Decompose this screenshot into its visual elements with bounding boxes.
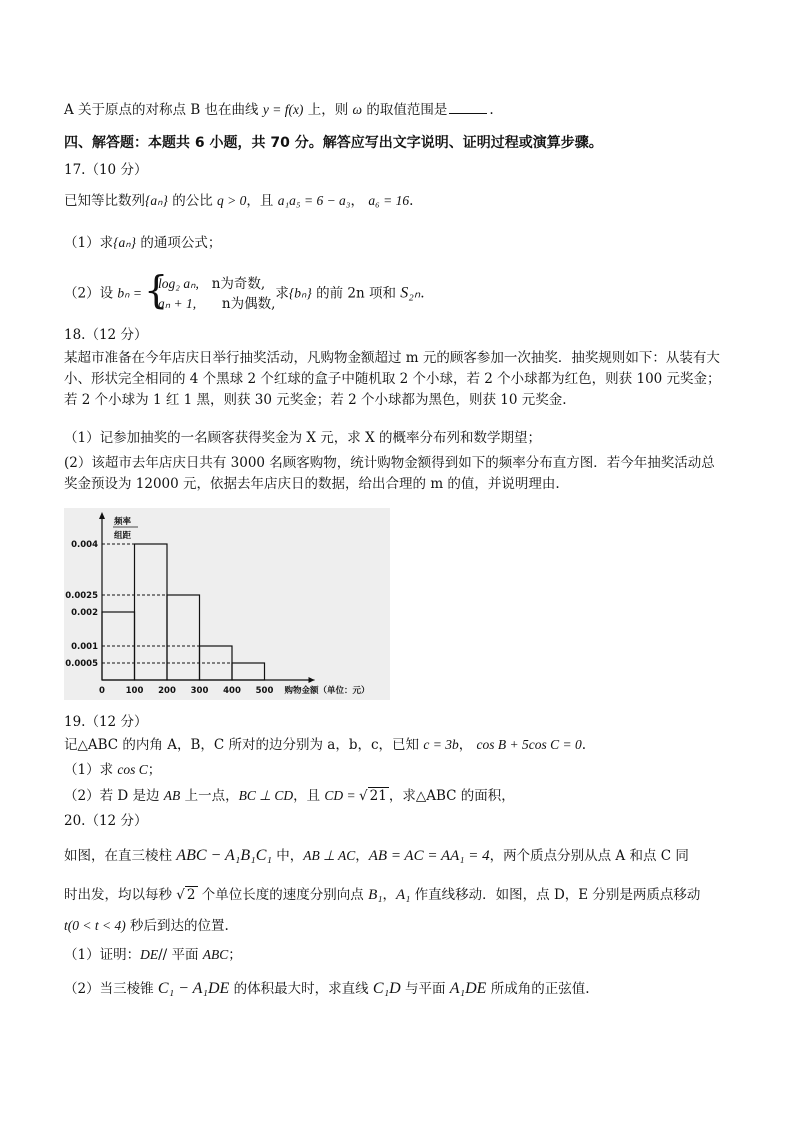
q18-part1: （1）记参加抽奖的一名顾客获得奖金为 X 元，求 X 的概率分布列和数学期望； <box>64 430 541 446</box>
segment-de: DE <box>140 947 159 962</box>
text: . <box>581 737 587 753</box>
intro-text: A 关于原点的对称点 B 也在曲线 <box>64 102 263 118</box>
cos-c: cos C <box>117 762 148 777</box>
text: 与平面 <box>400 981 450 997</box>
q19-part2 <box>64 786 515 806</box>
text: （2）当三棱锥 <box>64 981 158 997</box>
x-tick-label: 500 <box>255 686 274 696</box>
point-b1: B₁ <box>368 887 383 903</box>
q17-part1 <box>64 233 221 253</box>
q18-header: 18.（12 分） <box>64 327 148 343</box>
case-expr: aₙ + 1, <box>158 296 197 311</box>
text: ； <box>147 762 162 778</box>
y-axis-arrow <box>99 512 105 519</box>
plane-abc: ABC <box>202 947 229 962</box>
text: 时出发，均以每秒 <box>64 887 177 903</box>
equation-2: cos B + 5cos C = 0 <box>476 737 582 752</box>
histogram-svg <box>64 508 390 700</box>
text: 求 <box>275 285 289 302</box>
text: 的体积最大时，求直线 <box>229 981 373 997</box>
ratio-condition: q > 0 <box>217 193 247 208</box>
q20-part2 <box>64 979 590 999</box>
q17-part2 <box>64 274 425 314</box>
text: ， <box>350 193 369 209</box>
text: // 平面 <box>158 947 203 963</box>
sqrt-radicand: 2 <box>186 887 196 903</box>
q17-header: 17.（10 分） <box>64 162 148 178</box>
histogram-bar <box>232 663 265 680</box>
intro-text: 的取值范围是 <box>362 102 448 118</box>
time-range: t(0 < t < 4) <box>64 918 126 933</box>
x-tick-label: 0 <box>99 686 105 696</box>
tetrahedron: C₁ − A₁DE <box>157 980 230 997</box>
sqrt-sign: √ <box>176 887 185 903</box>
q17-stem <box>64 191 413 211</box>
q20-stem-line1 <box>64 846 689 866</box>
sequence-b: {bₙ} <box>288 285 312 301</box>
line-c1d: C₁D <box>372 980 401 997</box>
intro-text: . <box>489 102 494 118</box>
perpendicular: BC ⊥ CD <box>238 788 294 803</box>
piecewise-cases <box>146 274 275 314</box>
case-cond: n为偶数, <box>221 296 276 312</box>
sequence-a: {aₙ} <box>145 193 168 208</box>
y-tick-label: 0.002 <box>71 608 98 618</box>
text: 的公比 <box>167 193 218 209</box>
histogram-bars <box>102 544 265 680</box>
sum-s2n: S₂ₙ <box>400 284 421 302</box>
q20-header: 20.（12 分） <box>64 813 148 829</box>
case-expr: log₂ aₙ, <box>158 276 199 291</box>
text: 的通项公式； <box>136 235 222 251</box>
text: 作直线移动．如图，点 D，E 分别是两质点移动 <box>410 887 701 903</box>
text: （2）设 <box>64 285 118 302</box>
histogram-labels <box>65 516 369 696</box>
text: ， <box>355 848 369 864</box>
y-tick-label: 0.0025 <box>65 591 98 601</box>
answer-blank <box>449 101 487 114</box>
text: ； <box>228 947 242 963</box>
text: （1）求 <box>64 762 118 778</box>
text: 的前 2n 项和 <box>311 285 401 302</box>
omega-symbol: ω <box>352 102 363 117</box>
q20-stem-line2 <box>64 885 700 905</box>
text: 中， <box>271 848 304 864</box>
q19-header: 19.（12 分） <box>64 714 148 730</box>
perpendicular: AB ⊥ AC <box>303 848 356 863</box>
x-tick-label: 400 <box>223 686 241 696</box>
text: 如图，在直三棱柱 <box>64 848 177 864</box>
side-ab: AB <box>163 788 181 803</box>
case-cond: n为奇数, <box>211 276 266 292</box>
case-even <box>158 294 275 314</box>
curve-expression: y = f(x) <box>262 102 304 117</box>
point-a1: A₁ <box>395 887 411 903</box>
equation-2: a₆ = 16 <box>368 193 410 208</box>
sqrt-radicand: 21 <box>369 788 387 804</box>
q18-part2: (2）该超市去年店庆日共有 3000 名顾客购物，统计购物金额得到如下的频率分布直方图．若今年抽奖活动总奖金预设为 12000 元，依据去年店庆日的数据，给出合理的 m 的值，并说明理由. <box>64 455 715 492</box>
equation-1: a₁a₅ = 6 − a₃ <box>277 193 351 208</box>
sqrt-sign: √ <box>359 788 368 804</box>
text: 上一点， <box>180 788 239 804</box>
intro-line <box>64 100 494 120</box>
q18-stem: 某超市准备在今年店庆日举行抽奖活动，凡购物金额超过 m 元的顾客参加一次抽奖．抽奖规则如下：从装有大小、形状完全相同的 4 个黑球 2 个红球的盒子中随机取 2 个小球，若 2 个小球都为红色，则获 100 元奖金；若 2 个小球为 1 红 1 黑，则获 30 元奖金；若 2 个小球都为黑色，则获 10 元奖金. <box>64 350 721 408</box>
text: 秒后到达的位置. <box>125 918 229 934</box>
y-tick-label: 0.0005 <box>65 659 98 669</box>
y-tick-label: 0.001 <box>71 642 98 652</box>
b-def: bₙ = <box>117 285 143 301</box>
y-tick-label: 0.004 <box>71 540 98 550</box>
y-axis-label-bottom: 组距 <box>114 531 132 541</box>
x-tick-label: 200 <box>158 686 176 696</box>
equation-1: c = 3b <box>423 737 459 752</box>
text: 所成角的正弦值. <box>486 981 590 997</box>
x-tick-label: 300 <box>190 686 209 696</box>
histogram-axes <box>99 512 315 683</box>
text: 个单位长度的速度分别向点 <box>197 887 369 903</box>
x-axis-arrow <box>309 677 315 683</box>
q19-stem <box>64 735 586 755</box>
histogram-bar <box>167 595 200 680</box>
text: 记△ABC 的内角 A，B，C 所对的边分别为 a，b，c，已知 <box>64 737 424 753</box>
text: 已知等比数列 <box>64 193 145 209</box>
intro-text: 上，则 <box>303 102 353 118</box>
equation: AB = AC = AA₁ = 4 <box>368 848 490 864</box>
text: ，求△ABC 的面积， <box>388 788 515 804</box>
q20-part1 <box>64 945 242 965</box>
cd-length: CD = <box>324 788 360 803</box>
x-axis-label: 购物金额（单位：元） <box>284 686 370 696</box>
text: ， <box>382 887 396 903</box>
plane-a1de: A₁DE <box>449 980 487 997</box>
text: ，且 <box>293 788 325 804</box>
y-axis-label-top: 频率 <box>114 517 132 527</box>
text: （1）求 <box>64 235 114 251</box>
prism: ABC − A₁B₁C₁ <box>176 847 272 864</box>
text: ，两个质点分别从点 A 和点 C 同 <box>489 848 689 864</box>
text: （1）证明： <box>64 947 141 963</box>
x-tick-label: 100 <box>125 686 144 696</box>
histogram-bar <box>135 544 168 680</box>
text: ，且 <box>246 193 278 209</box>
text: （2）若 D 是边 <box>64 788 164 804</box>
text: ， <box>458 737 477 753</box>
q19-part1 <box>64 760 161 780</box>
q20-stem-line3 <box>64 916 229 936</box>
section-heading: 四、解答题：本题共 6 小题，共 70 分。解答应写出文字说明、证明过程或演算步骤。 <box>64 135 603 151</box>
frequency-histogram <box>64 508 390 700</box>
text: . <box>409 193 414 209</box>
text: . <box>420 285 425 302</box>
sequence-a: {aₙ} <box>113 235 137 250</box>
case-odd <box>158 274 275 294</box>
